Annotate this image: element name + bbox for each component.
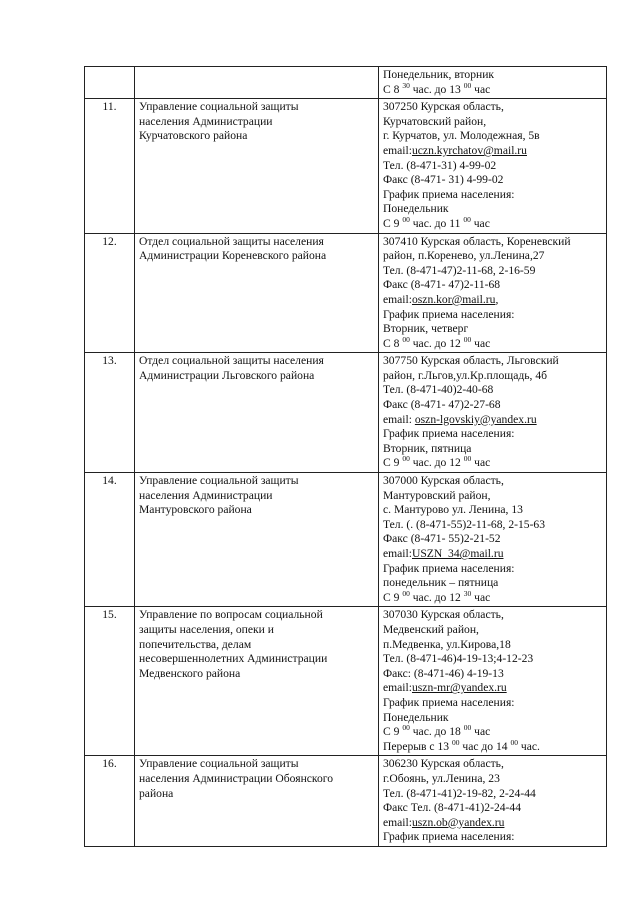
organization-name-line: Управление социальной защиты [139, 474, 299, 488]
text-fragment: С 8 [383, 336, 403, 350]
contact-line [383, 144, 603, 159]
time-minutes: 00 [463, 215, 471, 225]
organization-name-line: населения Администрации [139, 488, 273, 502]
contact-line [383, 293, 603, 308]
text-fragment: , [495, 292, 499, 306]
document-page [84, 66, 606, 847]
social-protection-table [84, 66, 607, 847]
organization-name-line: Курчатовского района [139, 129, 248, 143]
text-fragment: С 9 [383, 725, 403, 739]
time-minutes: 00 [451, 737, 460, 747]
table-row [85, 756, 607, 847]
organization-name-line: района [139, 786, 174, 800]
text-fragment: час. [517, 739, 540, 753]
contact-line: г.Обоянь, ул.Ленина, 23 [383, 771, 500, 785]
text-fragment: С 8 [383, 82, 403, 96]
contact-line [383, 816, 603, 831]
contacts-cell [379, 473, 607, 607]
contact-line: Тел. (. (8-471-55)2-11-68, 2-15-63 [383, 517, 546, 531]
organization-name-line: Управление по вопросам социальной [139, 608, 323, 622]
organization-name-line: Администрации Льговского района [139, 368, 315, 382]
organization-name-line: попечительства, делам [139, 637, 252, 651]
text-fragment: час [471, 456, 491, 470]
table-row [85, 99, 607, 233]
contact-line: г. Курчатов, ул. Молодежная, 5в [383, 129, 540, 143]
contact-line: 307410 Курская область, Кореневский [383, 234, 571, 248]
time-minutes: 00 [402, 454, 410, 464]
table-body [85, 67, 607, 847]
contact-line [383, 217, 603, 232]
organization-cell [135, 473, 379, 607]
contact-line: Курчатовский район, [383, 114, 487, 128]
contact-line: 307030 Курская область, [383, 608, 504, 622]
time-minutes: 30 [463, 588, 472, 598]
contact-line [383, 334, 603, 352]
row-number: 11. [85, 99, 135, 233]
text-fragment: час. до 11 [409, 216, 464, 230]
email-link[interactable]: uszn.ob@yandex.ru [411, 815, 505, 829]
contacts-cell [379, 353, 607, 473]
contact-line: Факс Тел. (8-471-41)2-24-44 [383, 801, 521, 815]
contact-line: район, п.Коренево, ул.Ленина,27 [383, 249, 545, 263]
contact-line: График приема населения: [383, 307, 515, 321]
text-fragment: час [470, 216, 490, 230]
contacts-cell [379, 233, 607, 353]
organization-cell [135, 353, 379, 473]
organization-cell [135, 756, 379, 847]
contact-line: Мантуровский район, [383, 488, 491, 502]
contact-line [383, 413, 603, 428]
text-fragment: С 9 [383, 216, 403, 230]
text-fragment: час. до 13 [409, 82, 464, 96]
text-fragment: email: [383, 292, 412, 306]
contact-line [383, 80, 603, 98]
row-number: 14. [85, 473, 135, 607]
contact-line: Медвенский район, [383, 622, 479, 636]
contact-line: Вторник, пятница [383, 441, 472, 455]
organization-name-line: населения Администрации Обоянского [139, 771, 334, 785]
contact-line [383, 547, 603, 562]
time-minutes: 00 [402, 334, 410, 344]
text-fragment: email: [383, 815, 412, 829]
row-number: 13. [85, 353, 135, 473]
time-minutes: 30 [402, 80, 410, 90]
organization-name-line: Медвенского района [139, 666, 241, 680]
contact-line [383, 456, 603, 471]
organization-name-line: Мантуровского района [139, 503, 252, 517]
contacts-cell [379, 756, 607, 847]
time-minutes: 00 [463, 80, 472, 90]
table-row [85, 353, 607, 473]
contact-line: Тел. (8-471-31) 4-99-02 [383, 158, 497, 172]
contact-line: 307250 Курская область, [383, 100, 504, 114]
contact-line: Тел. (8-471-46)4-19-13;4-12-23 [383, 652, 534, 666]
organization-name-line: Администрации Кореневского района [139, 249, 327, 263]
time-minutes: 00 [463, 723, 472, 733]
time-minutes: 00 [463, 334, 472, 344]
contact-line: Факс (8-471- 55)2-21-52 [383, 532, 501, 546]
contact-line [383, 725, 603, 740]
email-link[interactable]: uszn-mr@yandex.ru [411, 681, 507, 695]
contact-line: понедельник – пятница [383, 576, 499, 590]
organization-cell [135, 99, 379, 233]
contact-line: Тел. (8-471-47)2-11-68, 2-16-59 [383, 263, 536, 277]
contact-line [383, 588, 603, 606]
contact-line: График приема населения: [383, 695, 515, 709]
contacts-cell [379, 607, 607, 756]
contact-line: График приема населения: [383, 187, 515, 201]
time-minutes: 00 [510, 737, 518, 747]
contacts-cell [379, 99, 607, 233]
contact-line: График приема населения: [383, 427, 515, 441]
text-fragment: час. до 12 [409, 336, 464, 350]
organization-name-line: Управление социальной защиты [139, 100, 299, 114]
text-fragment: С 9 [383, 456, 403, 470]
text-fragment: Перерыв с 13 [383, 739, 452, 753]
contact-line: Понедельник [383, 202, 449, 216]
text-fragment: час. до 18 [409, 725, 464, 739]
organization-name-line: Управление социальной защиты [139, 757, 299, 771]
text-fragment: час [471, 725, 491, 739]
contact-line: Тел. (8-471-41)2-19-82, 2-24-44 [383, 786, 536, 800]
text-fragment: email: [383, 681, 412, 695]
time-minutes: 00 [402, 215, 410, 225]
text-fragment: час. до 12 [409, 456, 464, 470]
contact-line: Понедельник [383, 710, 449, 724]
organization-name-line: Отдел социальной защиты населения [139, 354, 324, 368]
table-row [85, 67, 607, 99]
contact-line: 307750 Курская область, Льговский [383, 354, 559, 368]
text-fragment: email: [383, 143, 412, 157]
table-row [85, 473, 607, 607]
contact-line: Понедельник, вторник [383, 68, 495, 81]
text-fragment: час [471, 590, 491, 604]
contact-line: Факс (8-471- 47)2-11-68 [383, 278, 501, 292]
contact-line: График приема населения: [383, 830, 515, 844]
organization-cell [135, 607, 379, 756]
row-number: 16. [85, 756, 135, 847]
text-fragment: email: [383, 412, 415, 426]
contact-line [383, 681, 603, 696]
contact-line: Факс (8-471- 31) 4-99-02 [383, 173, 504, 187]
text-fragment: час [471, 336, 491, 350]
row-number [85, 67, 135, 99]
time-minutes: 00 [402, 723, 410, 733]
contact-line: Тел. (8-471-40)2-40-68 [383, 383, 494, 397]
organization-name-line: защиты населения, опеки и [139, 622, 274, 636]
contact-line: с. Мантурово ул. Ленина, 13 [383, 503, 523, 517]
contacts-cell [379, 67, 607, 99]
email-link[interactable]: USZN_34@mail.ru [411, 547, 504, 560]
organization-name-line: несовершеннолетних Администрации [139, 652, 328, 666]
table-row [85, 233, 607, 353]
text-fragment: С 9 [383, 590, 403, 604]
contact-line: Факс (8-471- 47)2-27-68 [383, 398, 501, 412]
contact-line: район, г.Льгов,ул.Кр.площадь, 4б [383, 368, 548, 382]
email-link[interactable]: oszn-lgovskiy@yandex.ru [414, 412, 537, 426]
email-link[interactable]: oszn.kor@mail.ru [411, 292, 496, 306]
organization-name-line: населения Администрации [139, 114, 273, 128]
organization-name-line: Отдел социальной защиты населения [139, 234, 324, 248]
time-minutes: 00 [463, 454, 472, 464]
text-fragment: час. до 12 [409, 590, 464, 604]
text-fragment: час [471, 82, 491, 96]
contact-line: 307000 Курская область, [383, 474, 504, 488]
table-row [85, 607, 607, 756]
text-fragment: email: [383, 547, 412, 560]
email-link[interactable]: uczn.kyrchatov@mail.ru [411, 143, 527, 157]
contact-line: Факс: (8-471-46) 4-19-13 [383, 666, 504, 680]
row-number: 12. [85, 233, 135, 353]
row-number: 15. [85, 607, 135, 756]
contact-line: 306230 Курская область, [383, 757, 504, 771]
contact-line: График приема населения: [383, 561, 515, 575]
contact-line: Вторник, четверг [383, 322, 469, 336]
organization-cell [135, 233, 379, 353]
organization-cell [135, 67, 379, 99]
contact-line: п.Медвенка, ул.Кирова,18 [383, 637, 511, 651]
text-fragment: час до 14 [459, 739, 511, 753]
contact-line [383, 737, 603, 755]
time-minutes: 00 [402, 588, 410, 598]
